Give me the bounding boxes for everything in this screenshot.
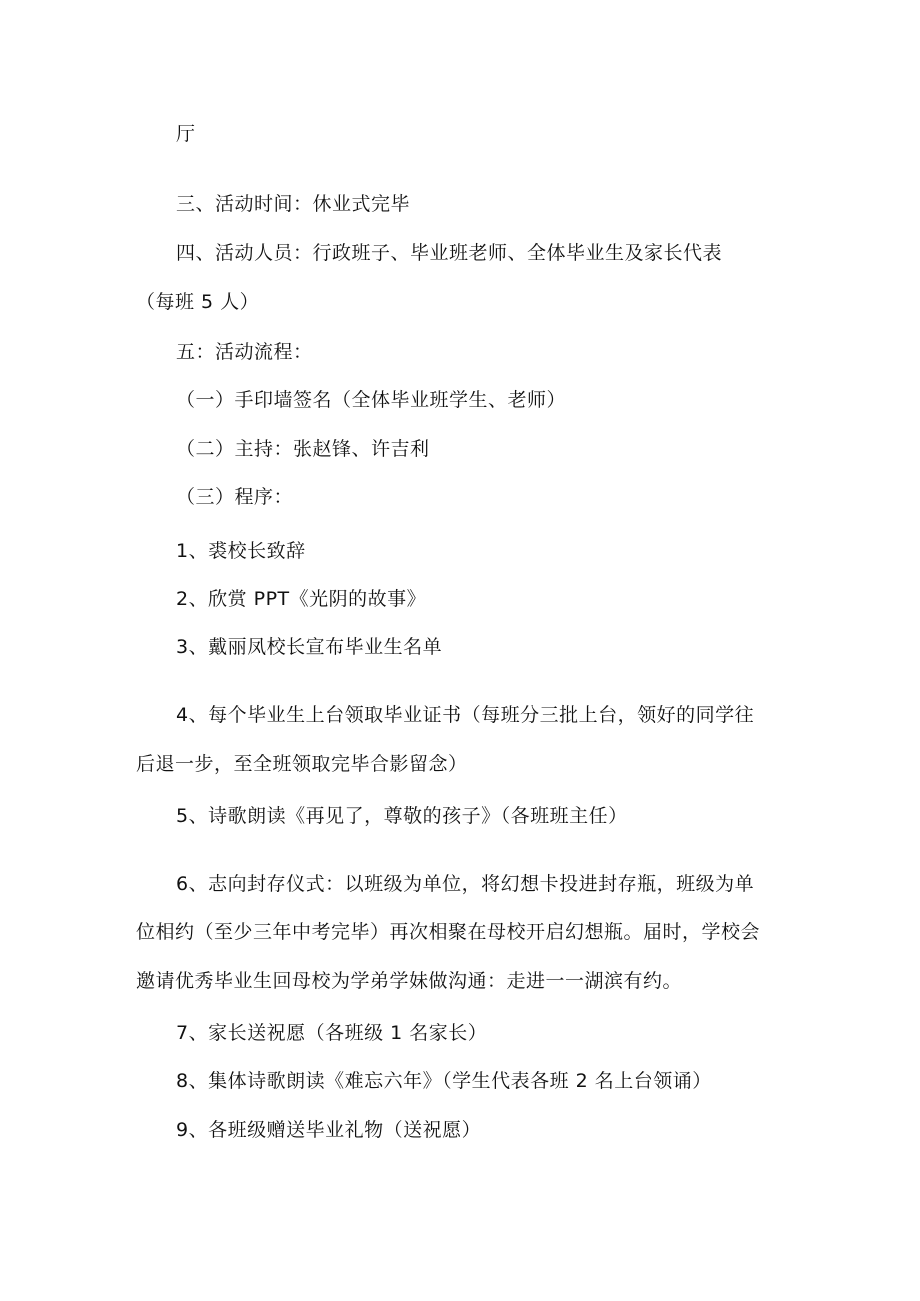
subsection-handprint: （一）手印墙签名（全体毕业班学生、老师） [176,389,567,411]
program-item-6-cont-1: 位相约（至少三年中考完毕）再次相聚在母校开启幻想瓶。届时，学校会 [136,921,761,943]
section-activity-flow: 五：活动流程： [176,341,313,363]
program-item-8: 8、集体诗歌朗读《难忘六年》（学生代表各班 2 名上台领诵） [176,1070,712,1092]
text-hall: 厅 [176,123,196,145]
program-item-4: 4、每个毕业生上台领取毕业证书（每班分三批上台，领好的同学往 [176,704,755,726]
program-item-5: 5、诗歌朗读《再见了，尊敬的孩子》（各班班主任） [176,805,628,827]
section-activity-people-cont: （每班 5 人） [136,291,260,313]
program-item-4-cont: 后退一步，至全班领取完毕合影留念） [136,753,468,775]
program-item-9: 9、各班级赠送毕业礼物（送祝愿） [176,1119,482,1141]
program-item-6-cont-2: 邀请优秀毕业生回母校为学弟学妹做沟通：走进一一湖滨有约。 [136,970,683,992]
section-activity-people: 四、活动人员：行政班子、毕业班老师、全体毕业生及家长代表 [176,242,723,264]
subsection-program: （三）程序： [176,486,294,508]
program-item-3: 3、戴丽凤校长宣布毕业生名单 [176,636,443,658]
subsection-host: （二）主持：张赵锋、许吉利 [176,438,430,460]
program-item-1: 1、裘校长致辞 [176,540,306,562]
section-activity-time: 三、活动时间：休业式完毕 [176,193,411,215]
program-item-6: 6、志向封存仪式：以班级为单位，将幻想卡投进封存瓶，班级为单 [176,873,755,895]
program-item-7: 7、家长送祝愿（各班级 1 名家长） [176,1022,488,1044]
program-item-2: 2、欣赏 PPT《光阴的故事》 [176,588,427,610]
